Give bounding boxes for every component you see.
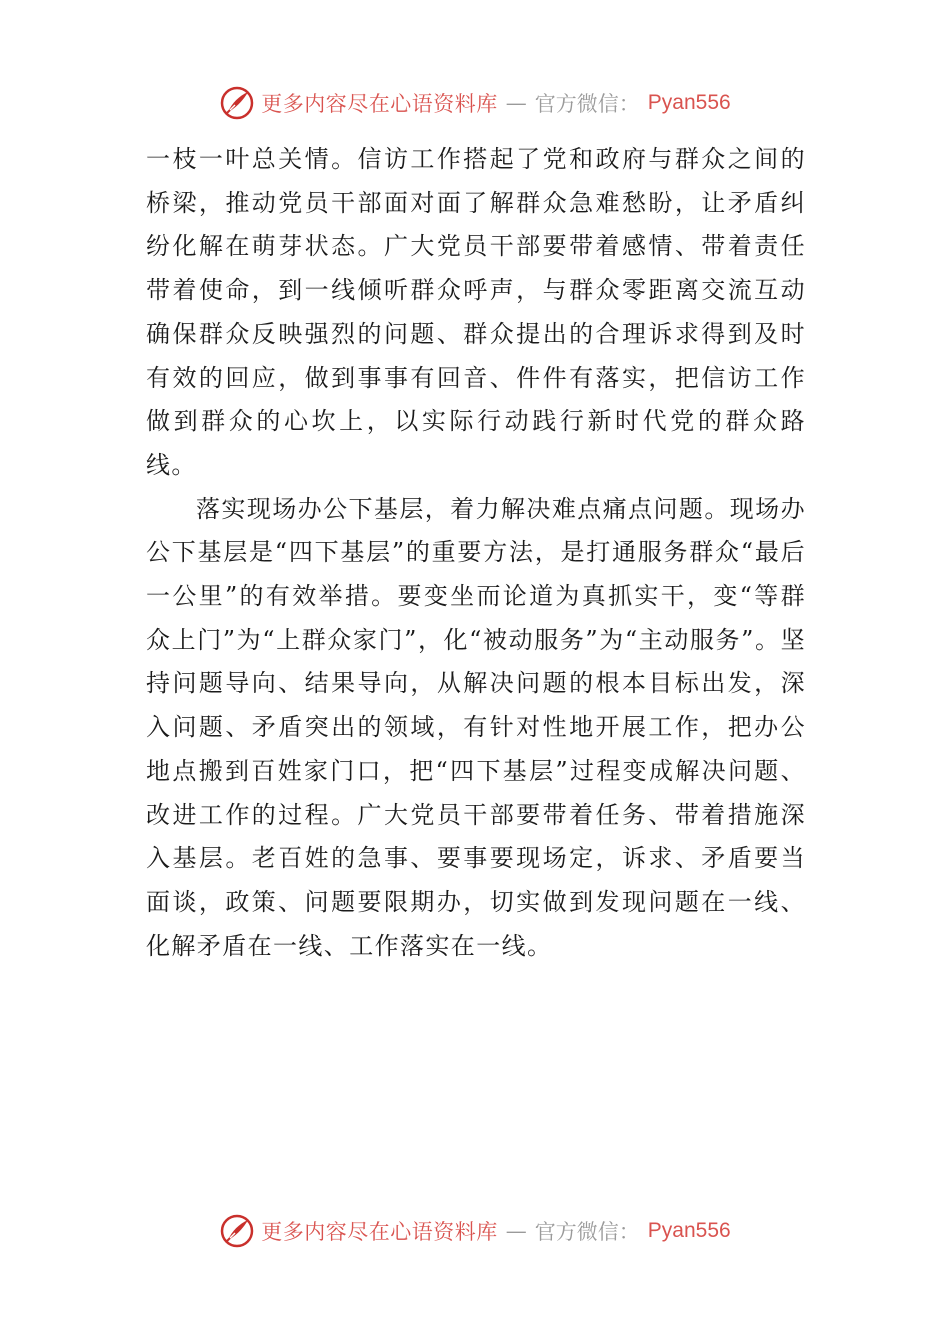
quill-pen-logo-icon: [219, 85, 255, 121]
footer-dash: —: [505, 1219, 527, 1243]
header-banner: [0, 83, 950, 123]
footer-wechat-label: 官方微信：: [534, 1220, 640, 1244]
header-dash: —: [505, 91, 527, 115]
body-content: [146, 138, 806, 968]
header-wechat-label: 官方微信：: [534, 92, 640, 116]
footer-banner: [0, 1211, 950, 1251]
footer-site-text: 更多内容尽在心语资料库: [261, 1220, 498, 1244]
header-site-text: 更多内容尽在心语资料库: [261, 92, 498, 116]
paragraph-1: 一枝一叶总关情。信访工作搭起了党和政府与群众之间的桥梁，推动党员干部面对面了解群众急难愁盼，让矛盾纠纷化解在萌芽状态。广大党员干部要带着感情、带着责任带着使命，到一线倾听群众呼声，与群众零距离交流互动确保群众反映强烈的问题、群众提出的合理诉求得到及时有效的回应，做到事事有回音、件件有落实，把信访工作做到群众的心坎上，以实际行动践行新时代党的群众路线。: [146, 145, 806, 479]
footer-wechat-id: Pyan556: [647, 1219, 731, 1242]
paragraph-2: 落实现场办公下基层，着力解决难点痛点问题。现场办公下基层是“四下基层”的重要方法，是打通服务群众“最后一公里”的有效举措。要变坐而论道为真抓实干，变“等群众上门”为“上群众家门”，化“被动服务”为“主动服务”。坚持问题导向、结果导向，从解决问题的根本目标出发，深入问题、矛盾突出的领域，有针对性地开展工作，把办公地点搬到百姓家门口，把“四下基层”过程变成解决问题、改进工作的过程。广大党员干部要带着任务、带着措施深入基层。老百姓的急事、要事要现场定，诉求、矛盾要当面谈，政策、问题要限期办，切实做到发现问题在一线、化解矛盾在一线、工作落实在一线。: [146, 494, 806, 960]
header-wechat-id: Pyan556: [647, 91, 731, 114]
quill-pen-logo-icon: [219, 1213, 255, 1249]
